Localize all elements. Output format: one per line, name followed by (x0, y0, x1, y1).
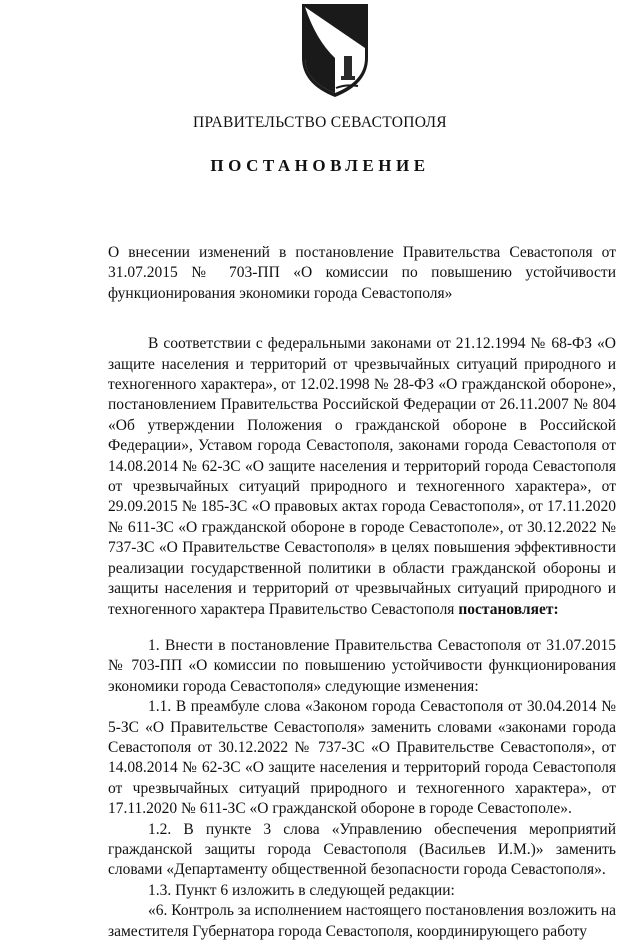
item-1-1: 1.1. В преамбуле слова «Законом города Севастополя от 30.04.2014 № 5-ЗС «О Правительстве Севастополя» заменить словами «законами города Севастополя от 30.12.2022 № 737-ЗС «О Правительстве Севастополя», от 14.08.2014 № 62-ЗС «О защите населения и территорий города Севастополя от чрезвычайных ситуаций природного и техногенного характера», от 17.11.2020 № 611-ЗС «О гражданской обороне в городе Севастополе». (108, 698, 616, 818)
preamble-text: В соответствии с федеральными законами от 21.12.1994 № 68-ФЗ «О защите населения и территорий от чрезвычайных ситуаций природного и техногенного характера», от 12.02.1998 № 28-ФЗ «О гражданской обороне», постановлением Правительства Российской Федерации от 26.11.2007 № 804 «Об утверждении Положения о гражданской обороне в Российской Федерации», Уставом города Севастополя, законами города Севастополя от 14.08.2014 № 62-ЗС «О защите населения и территорий города Севастополя от чрезвычайных ситуаций природного и техногенного характера», от 29.09.2015 № 185-ЗС «О правовых актах города Севастополя», от 17.11.2020 № 611-ЗС «О гражданской обороне в городе Севастополе», от 30.12.2022 № 737-ЗС «О Правительстве Севастополя» в целях повышения эффективности реализации государственной политики в области гражданской обороны и защиты населения и территорий от чрезвычайных ситуаций природного и техногенного характера Правительство Севастополя (108, 335, 616, 618)
sevastopol-coat-of-arms-emblem (296, 0, 374, 100)
item-6-quote: «6. Контроль за исполнением настоящего постановления возложить на заместителя Губернатора города Севастополя, координирующего работу (108, 902, 616, 940)
item-1-2: 1.2. В пункте 3 слова «Управлению обеспечения мероприятий гражданской защиты города Севастополя (Васильев И.М.)» заменить словами «Департаменту общественной безопасности города Севастополя». (108, 820, 616, 879)
item-1: 1. Внести в постановление Правительства Севастополя от 31.07.2015 № 703-ПП «О комиссии по повышению устойчивости функционирования экономики города Севастополя» следующие изменения: (108, 636, 616, 695)
government-name: ПРАВИТЕЛЬСТВО СЕВАСТОПОЛЯ (193, 114, 447, 131)
document-type-title: ПОСТАНОВЛЕНИЕ (210, 156, 430, 175)
item-1-3: 1.3. Пункт 6 изложить в следующей редакции: (148, 881, 455, 899)
preamble-paragraph (108, 334, 616, 620)
document-body (108, 243, 616, 942)
decree-word: постановляет: (458, 600, 559, 618)
document-subject: О внесении изменений в постановление Правительства Севастополя от 31.07.2015 № 703-ПП «О комиссии по повышению устойчивости функционирования экономики города Севастополя» (108, 244, 616, 302)
